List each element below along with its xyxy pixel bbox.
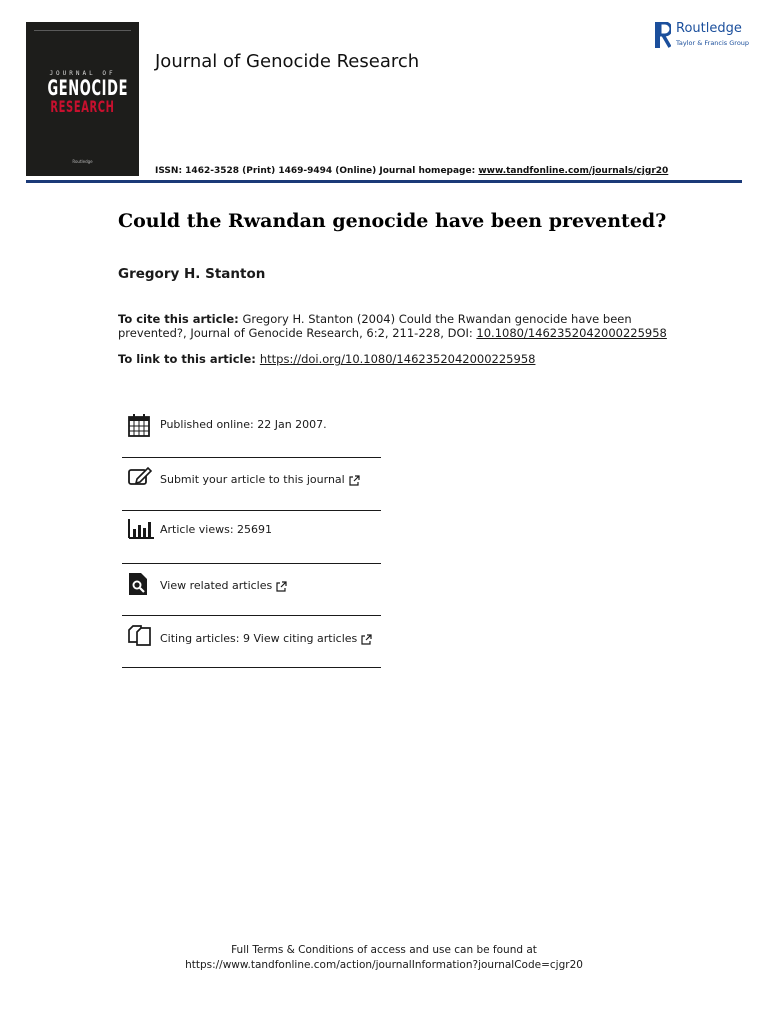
journal-homepage-link[interactable]: www.tandfonline.com/journals/cjgr20 bbox=[478, 166, 669, 176]
article-link bbox=[118, 352, 535, 366]
submit-article-link[interactable]: Submit your article to this journal bbox=[160, 473, 360, 486]
terms-url[interactable]: https://www.tandfonline.com/action/journalInformation?journalCode=cjgr20 bbox=[185, 959, 583, 971]
routledge-r-icon bbox=[655, 22, 671, 48]
cover-publisher: Routledge bbox=[72, 159, 93, 164]
related-articles-link[interactable]: View related articles bbox=[160, 579, 287, 592]
calendar-icon bbox=[128, 413, 150, 437]
divider bbox=[122, 510, 381, 511]
journal-title: Journal of Genocide Research bbox=[155, 51, 420, 72]
terms-text: Full Terms & Conditions of access and use can be found at bbox=[231, 944, 537, 956]
article-author: Gregory H. Stanton bbox=[118, 266, 266, 282]
bar-chart-icon bbox=[128, 519, 154, 539]
citation bbox=[118, 312, 678, 340]
publisher-group: Taylor & Francis Group bbox=[676, 39, 750, 47]
cover-journal-of: JOURNAL OF bbox=[49, 70, 116, 77]
article-title: Could the Rwandan genocide have been prevented? bbox=[118, 210, 667, 232]
terms-footer bbox=[0, 943, 768, 973]
divider bbox=[122, 667, 381, 668]
header-rule bbox=[26, 180, 742, 183]
submit-row[interactable] bbox=[122, 465, 381, 493]
citing-articles-link[interactable]: Citing articles: 9 View citing articles bbox=[160, 632, 372, 645]
citation-text: Gregory H. Stanton (2004) Could the Rwandan genocide have been prevented?, Journal of Genocide Research, 6:2, 211-228, DOI: bbox=[118, 312, 632, 340]
routledge-logo[interactable] bbox=[655, 20, 750, 50]
citation-label: To cite this article: bbox=[118, 312, 239, 326]
external-link-icon bbox=[361, 634, 372, 645]
views-row bbox=[122, 517, 381, 545]
journal-cover bbox=[26, 22, 139, 176]
article-url[interactable]: https://doi.org/10.1080/1462352042000225958 bbox=[259, 352, 536, 366]
citing-row[interactable] bbox=[122, 624, 381, 652]
cover-genocide: GENOCIDE bbox=[47, 76, 129, 100]
published-date: Published online: 22 Jan 2007. bbox=[160, 418, 327, 431]
divider bbox=[122, 457, 381, 458]
edit-icon bbox=[128, 465, 152, 487]
link-label: To link to this article: bbox=[118, 352, 260, 366]
divider bbox=[122, 615, 381, 616]
issn-text: ISSN: 1462-3528 (Print) 1469-9494 (Online) Journal homepage: bbox=[155, 166, 479, 176]
copy-documents-icon bbox=[128, 624, 152, 646]
published-row bbox=[122, 412, 381, 440]
publisher-name: Routledge bbox=[676, 21, 742, 36]
divider bbox=[122, 563, 381, 564]
external-link-icon bbox=[276, 581, 287, 592]
external-link-icon bbox=[349, 475, 360, 486]
cover-rule bbox=[34, 30, 131, 31]
issn-line bbox=[155, 166, 668, 176]
article-views: Article views: 25691 bbox=[160, 523, 273, 536]
cover-research: RESEARCH bbox=[50, 97, 115, 116]
related-row[interactable] bbox=[122, 571, 381, 599]
doi-link[interactable]: 10.1080/1462352042000225958 bbox=[476, 326, 667, 340]
document-search-icon bbox=[128, 572, 148, 596]
